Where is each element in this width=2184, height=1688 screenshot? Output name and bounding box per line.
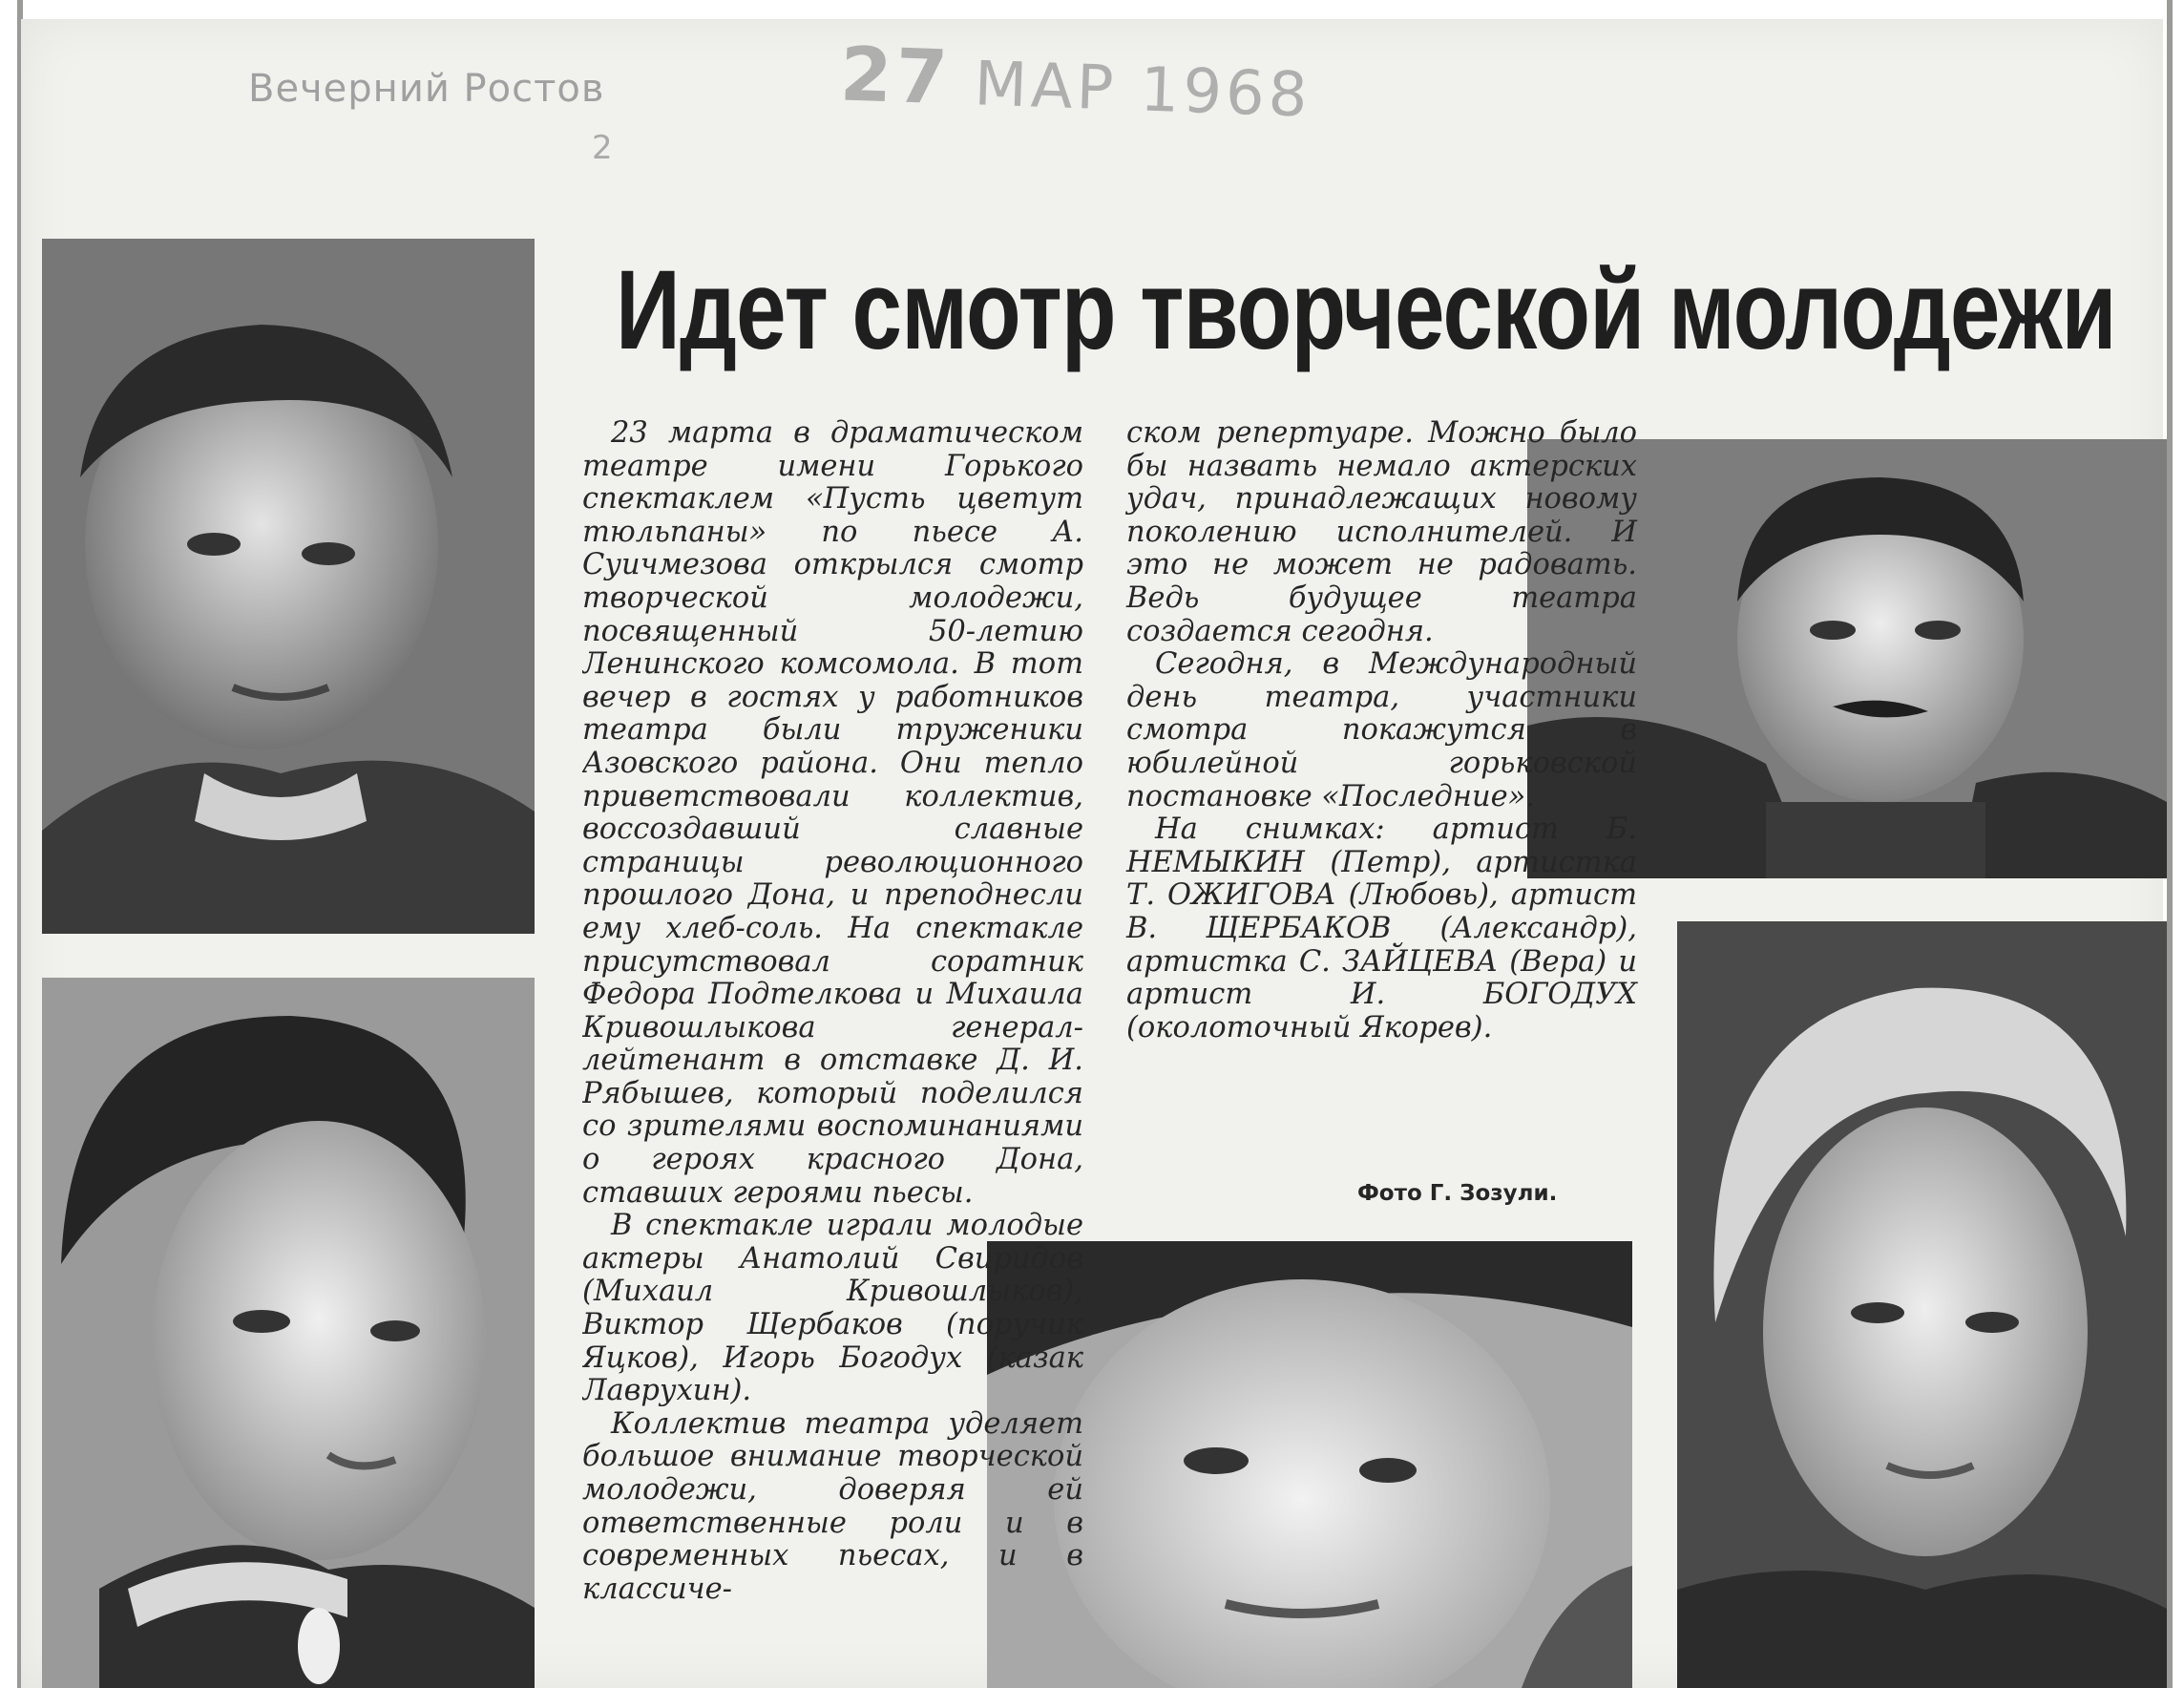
paragraph: Коллектив театра уделяет большое внимание творческой молодежи, доверяя ей ответственные роли и в современных пьесах, и в классиче-	[582, 1406, 1083, 1606]
source-stamp: Вечерний Ростов	[248, 67, 605, 111]
date-stamp	[839, 32, 1313, 134]
page-stamp: 2	[592, 129, 613, 167]
date-stamp-rest: МАР 1968	[973, 49, 1312, 132]
photo-young-man	[42, 239, 535, 934]
paragraph: В спектакле играли молодые актеры Анатолий Свиридов (Михаил Кривошлыков), Виктор Щербаков (поручик Яцков), Игорь Богодух (казак Лаврухин).	[582, 1209, 1083, 1408]
text-column-2	[1126, 417, 1637, 1044]
headline: Идет смотр творческой молодежи	[616, 247, 2116, 373]
photo-man-close-up	[987, 1241, 1632, 1688]
photo-blonde-woman	[1677, 921, 2167, 1688]
date-stamp-day: 27	[838, 32, 954, 122]
paragraph: ском репертуаре. Можно было бы назвать немало актерских удач, принадлежащих новому поколению исполнителей. И это не может не радовать. Ведь будущее театра создается сегодня.	[1126, 416, 1637, 648]
photo-credit: Фото Г. Зозули.	[1357, 1181, 1558, 1206]
paragraph: Сегодня, в Международный день театра, участники смотра покажутся в юбилейной горьковской постановке «Последние».	[1126, 647, 1637, 813]
photo-captions: На снимках: артист Б. НЕМЫКИН (Петр), артистка Т. ОЖИГОВА (Любовь), артист В. ЩЕРБАКОВ (Александр), артистка С. ЗАЙЦЕВА (Вера) и артист И. БОГОДУХ (околоточный Якорев).	[1126, 812, 1637, 1044]
right-edge	[2167, 0, 2173, 1688]
paragraph: 23 марта в драматическом театре имени Горького спектаклем «Пусть цветут тюльпаны» по пьесе А. Суичмезова открылся смотр творческой молодежи, посвященный 50-летию Ленинского комсомола. В тот вечер в гостях у работников театра были труженики Азовского района. Они тепло приветствовали коллектив, воссоздавший славные страницы революционного прошлого Дона, и преподнесли ему хлеб-соль. На спектакле присутствовал соратник Федора Подтелкова и Михаила Кривошлыкова генерал-лейтенант в отставке Д. И. Рябышев, который поделился со зрителями воспоминаниями о героях красного Дона, ставших героями пьесы.	[582, 417, 1083, 1210]
photo-woman-lace-collar	[42, 978, 535, 1688]
text-column-1	[582, 417, 1083, 1677]
